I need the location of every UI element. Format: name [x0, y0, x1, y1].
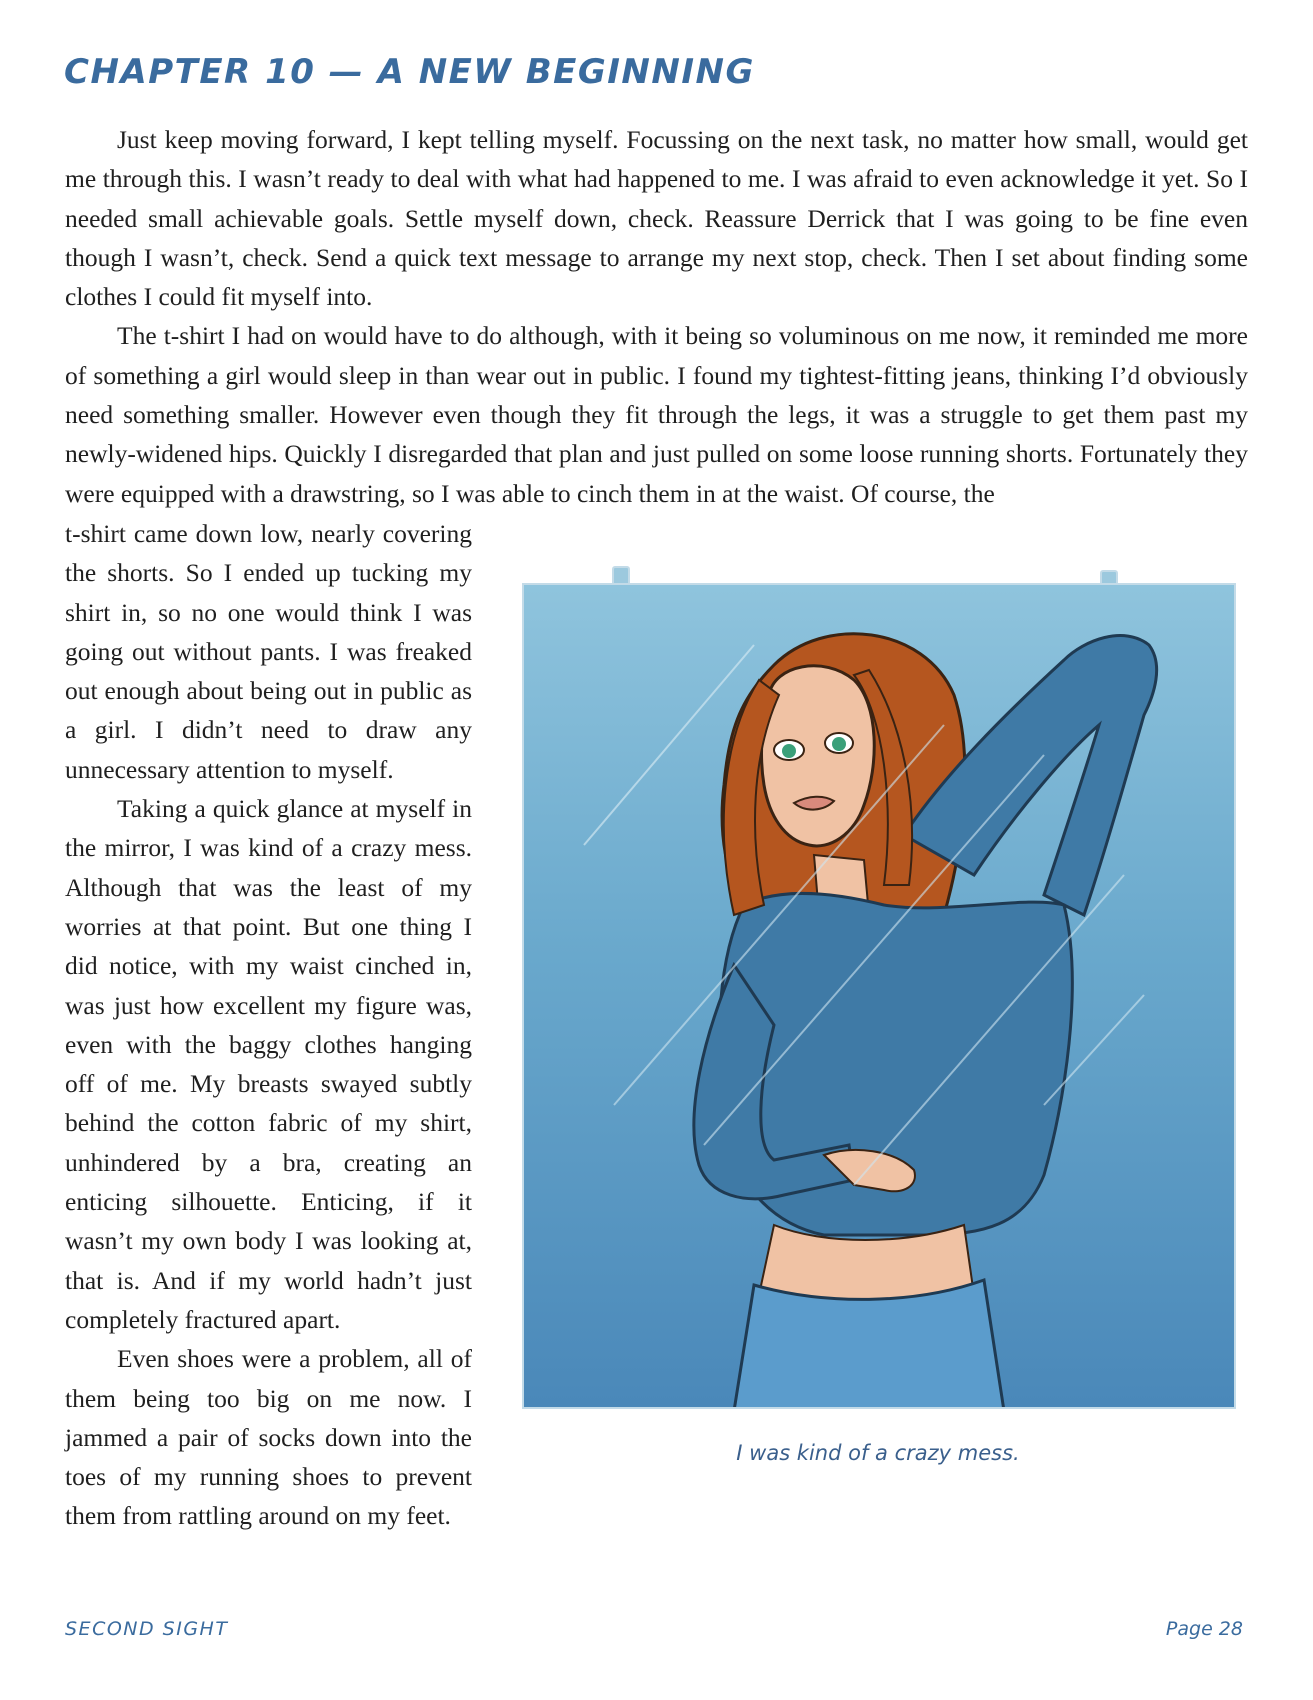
paragraph: Taking a quick glance at myself in the mirror, I was kind of a crazy mess. Although that was the least of my worries at that point. But one thing I did notice, with my waist cinched in, was just how excellent my figure was, even with the baggy clothes hanging off of me. My breasts swayed subtly behind the cotton fabric of my shirt, unhindered by a bra, creating an enticing silhouette. Enticing, if it wasn’t my own body I was looking at, that is. And if my world hadn’t just completely fractured apart.	[65, 794, 472, 1334]
footer-page-number: Page 28	[1165, 1618, 1243, 1640]
figure-caption: I was kind of a crazy mess.	[736, 1441, 1020, 1465]
footer-book-title: SECOND SIGHT	[65, 1618, 229, 1640]
paragraph: Even shoes were a problem, all of them being too big on me now. I jammed a pair of socks down into the toes of my running shoes to prevent them from rattling around on my feet.	[65, 1344, 472, 1531]
illustration-mirror	[522, 583, 1236, 1409]
chapter-title: CHAPTER 10 — A NEW BEGINNING	[64, 52, 755, 92]
paragraph: Just keep moving forward, I kept telling myself. Focussing on the next task, no matter how small, would get me through this. I wasn’t ready to deal with what had happened to me. I was afraid to even acknowledge it yet. So I needed small achievable goals. Settle myself down, check. Reassure Derrick that I was going to be fine even though I wasn’t, check. Send a quick text message to arrange my next stop, check. Then I set about finding some clothes I could fit myself into.	[65, 125, 1248, 312]
paragraph: t-shirt came down low, nearly covering the shorts. So I ended up tucking my shirt in, so no one would think I was going out without pants. I was freaked out enough about being out in public as a girl. I didn’t need to draw any unnecessary attention to myself.	[65, 519, 472, 784]
paragraph: The t-shirt I had on would have to do although, with it being so voluminous on me now, it reminded me more of something a girl would sleep in than wear out in public. I found my tightest-fitting jeans, thinking I’d obviously need something smaller. However even though they fit through the legs, it was a struggle to get them past my newly-widened hips. Quickly I disregarded that plan and just pulled on some loose running shorts. Fortunately they were equipped with a drawstring, so I was able to cinch them in at the waist. Of course, the	[65, 321, 1248, 508]
body-text-column	[65, 514, 472, 1536]
illustration-woman-in-mirror	[524, 585, 1236, 1409]
body-text-top	[65, 120, 1248, 513]
